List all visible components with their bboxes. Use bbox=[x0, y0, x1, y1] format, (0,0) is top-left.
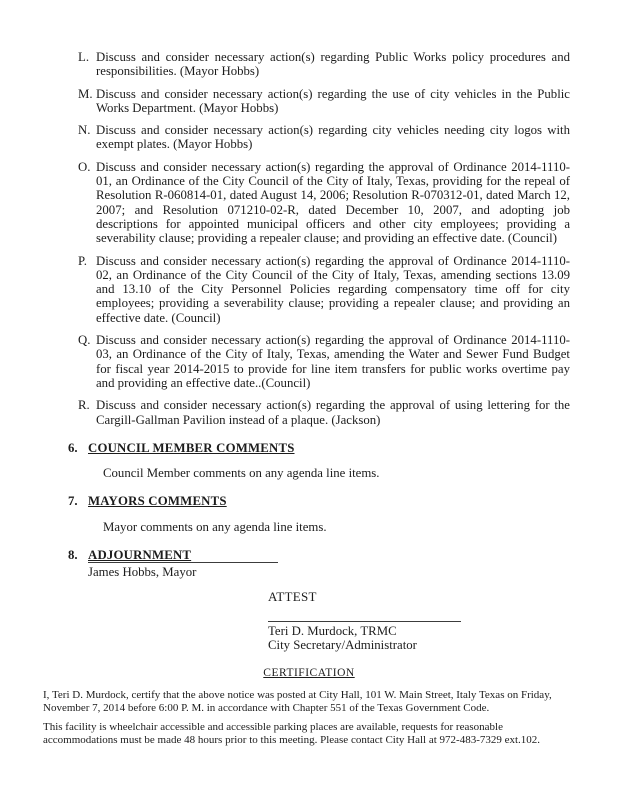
agenda-item-Q bbox=[78, 333, 570, 390]
agenda-item-letter: O. bbox=[78, 159, 91, 174]
section-adjournment bbox=[68, 548, 570, 562]
mayor-signature-name: James Hobbs, Mayor bbox=[88, 565, 197, 579]
agenda-item-letter: M. bbox=[78, 86, 93, 101]
agenda-item-letter: L. bbox=[78, 50, 90, 64]
agenda-item-text: Discuss and consider necessary action(s) regarding the approval of using lettering for the Cargill-Gallman Pavilion instead of a plaque. (Jackson) bbox=[96, 398, 570, 427]
agenda-item-text: Discuss and consider necessary action(s) regarding the approval of Ordinance 2014-1110-01, an Ordinance of the City Council of the City of Italy, Texas, providing for the repeal of Resolution R-060814-01, dated August 14, 2006; Resolution R-070312-01, dated March 12, 2007; and Resolution 071210-02-R, dated December 10, 2007, and adopting job descriptions for appointed municipal officers and other city employees; providing a severability clause; providing a repealer clause; and providing an effective date. (Council) bbox=[96, 159, 570, 246]
section-number: 6. bbox=[68, 440, 78, 455]
section-number: 8. bbox=[68, 548, 78, 563]
agenda-item-text: Discuss and consider necessary action(s) regarding Public Works policy procedures and responsibilities. (Mayor Hobbs) bbox=[96, 50, 570, 79]
section-mayors-comments bbox=[68, 494, 570, 508]
attest-label: ATTEST bbox=[268, 589, 317, 604]
agenda-item-letter: P. bbox=[78, 253, 87, 268]
section-heading: COUNCIL MEMBER COMMENTS bbox=[88, 440, 295, 455]
agenda-item-letter: N. bbox=[78, 123, 91, 138]
agenda-item-text: Discuss and consider necessary action(s) regarding the approval of Ordinance 2014-1110-03, an Ordinance of the City of Italy, Texas, amending the Water and Sewer Fund Budget for fiscal year 2014-2015 to provide for line item transfers for public works overtime pay and providing an effective date..(Council) bbox=[96, 333, 570, 390]
certification-heading: CERTIFICATION bbox=[263, 667, 355, 679]
mayor-signature-line bbox=[88, 562, 278, 563]
accessibility-paragraph: This facility is wheelchair accessible and accessible parking places are available, requests for reasonable accommodations must be made 48 hours prior to this meeting. Please contact City Hall at 972-483-7329 ext.102. bbox=[43, 721, 541, 746]
section-heading: MAYORS COMMENTS bbox=[88, 494, 227, 509]
agenda-item-L bbox=[78, 50, 570, 79]
agenda-item-P bbox=[78, 254, 570, 325]
agenda-item-text: Discuss and consider necessary action(s) regarding the approval of Ordinance 2014-1110-02, an Ordinance of the City Council of the City of Italy, Texas, amending sections 13.09 and 13.10 of the City Personnel Policies regarding compensatory time off for city employees; providing a severability clause; providing a repealer clause; and providing an effective date. (Council) bbox=[96, 253, 570, 325]
section-body-council-member-comments: Council Member comments on any agenda line items. bbox=[103, 466, 380, 481]
certification-paragraph: I, Teri D. Murdock, certify that the above notice was posted at City Hall, 101 W. Main Street, Italy Texas on Friday, November 7, 2014 before 6:00 P. M. in accordance with Chapter 551 of the Texas Government Code. bbox=[43, 689, 552, 714]
agenda-item-letter: Q. bbox=[78, 333, 91, 348]
agenda-item-text: Discuss and consider necessary action(s) regarding city vehicles needing city logos with exempt plates. (Mayor Hobbs) bbox=[96, 123, 570, 152]
secretary-signature-name: Teri D. Murdock, TRMC bbox=[268, 624, 397, 638]
agenda-item-text: Discuss and consider necessary action(s) regarding the use of city vehicles in the Public Works Department. (Mayor Hobbs) bbox=[96, 86, 570, 115]
section-body-mayors-comments: Mayor comments on any agenda line items. bbox=[103, 519, 327, 534]
section-number: 7. bbox=[68, 494, 78, 509]
agenda-item-M bbox=[78, 87, 570, 116]
agenda-item-O bbox=[78, 160, 570, 246]
section-council-member-comments bbox=[68, 441, 570, 455]
agenda-item-R bbox=[78, 398, 570, 427]
secretary-signature-title: City Secretary/Administrator bbox=[268, 638, 417, 652]
section-heading: ADJOURNMENT bbox=[88, 548, 192, 563]
agenda-item-letter: R. bbox=[78, 398, 90, 413]
agenda-item-N bbox=[78, 123, 570, 152]
secretary-signature-line bbox=[268, 621, 461, 622]
